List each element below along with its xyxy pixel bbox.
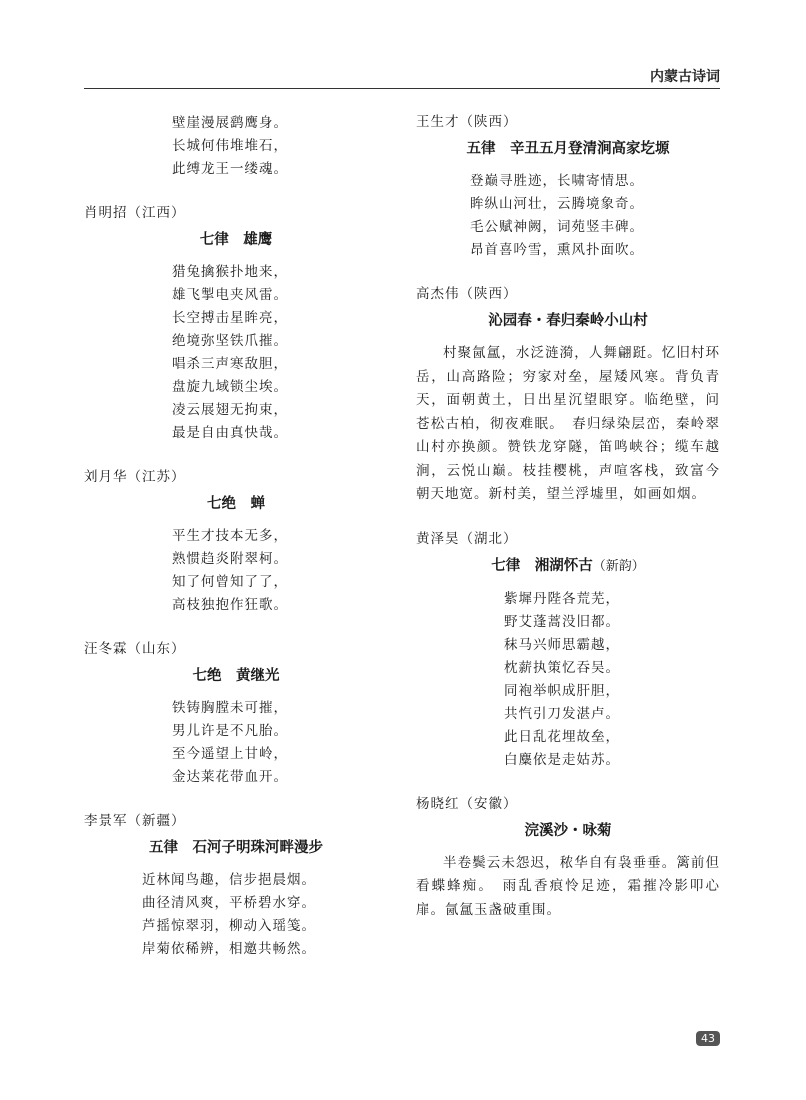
- poem-body: 村聚氤氲，水泛涟漪，人舞翩跹。忆旧村环岳，山高路险；穷家对垒，屋矮风寒。背负青天，面朝黄土，日出星沉望眼穿。临绝壁，问苍松古柏，彻夜难眠。 春归绿染层峦，秦岭翠山村亦换颜。赞铁龙穿隧，笛鸣峡谷；缆车越涧，云悦山巅。枝挂樱桃，声喧客栈，致富今朝天地宽。新村美，望兰浮墟里，如画如烟。: [416, 345, 720, 502]
- poem-author: 刘月华（江苏）: [84, 469, 186, 485]
- poem-lines: [84, 261, 388, 445]
- poem-line: 知了何曾知了了，: [172, 574, 288, 590]
- poem-author: 高杰伟（陕西）: [416, 286, 518, 302]
- poem-line: 壁崖漫展鹞鹰身。: [172, 115, 288, 131]
- poem-line: 曲径清风爽，平桥碧水穿。: [142, 895, 316, 911]
- poem-title: 五律 石河子明珠河畔漫步: [149, 840, 323, 856]
- poem-line: 唱杀三声寒敌胆，: [172, 356, 288, 372]
- poem-lines: [84, 112, 388, 181]
- poem-huanxisha: [416, 794, 720, 923]
- poem-line: 共忾引刀发湛卢。: [504, 705, 620, 722]
- header-rule: [84, 88, 720, 89]
- poem-line: 眸纵山河壮，云腾境象奇。: [470, 196, 644, 212]
- poem-title: 沁园春・春归秦岭小山村: [488, 313, 648, 329]
- poem-line: 男儿许是不凡胎。: [172, 723, 288, 739]
- poem-line: 近林闻鸟趣，信步挹晨烟。: [142, 872, 316, 888]
- poem-line: 昂首喜吟雪，熏风扑面吹。: [470, 242, 644, 258]
- poem-line: 长城何伟堆堆石，: [172, 138, 288, 154]
- poem-author: 黄泽昊（湖北）: [416, 530, 518, 547]
- page-number: 43: [696, 1031, 720, 1046]
- poem-xianghu: [416, 529, 720, 772]
- poem-chan: [84, 467, 388, 617]
- poem-title-wrap: [416, 555, 720, 578]
- poem-line: 秣马兴师思霸越，: [504, 636, 620, 653]
- right-column: [416, 112, 720, 944]
- poem-author: 李景军（新疆）: [84, 813, 186, 829]
- poem-title: 七绝 黄继光: [192, 668, 280, 684]
- poem-line: 最是自由真快哉。: [172, 425, 288, 441]
- poem-lines: [416, 588, 720, 772]
- poem-line: 熟惯趋炎附翠柯。: [172, 551, 288, 567]
- poem-author: 王生才（陕西）: [416, 114, 518, 130]
- poem-lines: [416, 170, 720, 262]
- poem-line: 长空搏击星眸亮，: [172, 310, 288, 326]
- poem-line: 毛公赋神阙，词苑竖丰碑。: [470, 219, 644, 235]
- poem-line: 铁铸胸膛未可摧，: [172, 700, 288, 716]
- poem-line: 白麋依是走姑苏。: [504, 751, 620, 768]
- poem-line: 同袍举帜成肝胆，: [504, 682, 620, 699]
- poem-title: 七律 雄鹰: [199, 232, 273, 248]
- poem-gaojiayuan: [416, 112, 720, 262]
- poem-line: 登巅寻胜迹，长啸寄情思。: [470, 173, 644, 189]
- poem-line: 凌云展翅无拘束，: [172, 402, 288, 418]
- poem-qinyuanchun: [416, 284, 720, 507]
- poem-lines: [84, 697, 388, 789]
- poem-line: 野艾蓬蒿没旧都。: [504, 613, 620, 630]
- poem-title-note: （新韵）: [592, 558, 645, 574]
- poem-huangjiguang: [84, 639, 388, 789]
- poem-xiongying: [84, 203, 388, 445]
- poem-title: 浣溪沙・咏菊: [524, 822, 612, 839]
- poem-title: 七绝 蝉: [207, 496, 265, 512]
- poem-author: 汪冬霖（山东）: [84, 641, 186, 657]
- poem-line: 绝境弥坚铁爪摧。: [172, 333, 288, 349]
- poem-line: 盘旋九域锁尘埃。: [172, 379, 288, 395]
- poem-author: 杨晓红（安徽）: [416, 795, 518, 812]
- poem-author: 肖明招（江西）: [84, 205, 186, 221]
- poem-line: 枕薪执策忆吞吴。: [504, 659, 620, 676]
- poem-line: 金达莱花带血开。: [172, 769, 288, 785]
- poem-line: 高枝独抱作狂歌。: [172, 597, 288, 613]
- left-column: [84, 112, 388, 983]
- poem-title: 五律 辛丑五月登清涧高家圪塬: [466, 141, 670, 157]
- poem-line: 至今遥望上甘岭，: [172, 746, 288, 762]
- poem-fragment: [84, 112, 388, 181]
- poem-lines: [84, 525, 388, 617]
- poem-body: 半卷鬓云未怨迟，秾华自有袅垂垂。篱前但看蝶蜂痴。 雨乱香痕怜足迹，霜摧冷影叩心扉。氤氲玉盏破重围。: [416, 854, 720, 918]
- poem-line: 芦摇惊翠羽，柳动入瑶笺。: [142, 918, 316, 934]
- poem-line: 平生才技本无多，: [172, 528, 288, 544]
- poem-line: 雄飞掣电夹风雷。: [172, 287, 288, 303]
- poem-line: 此缚龙王一缕魂。: [172, 161, 288, 177]
- poem-lines: [84, 869, 388, 961]
- poem-line: 猎兔擒猴扑地来，: [172, 264, 288, 280]
- poem-title: 七律 湘湖怀古: [491, 557, 593, 574]
- poem-shihezi: [84, 811, 388, 961]
- poem-line: 此日乱花埋故垒，: [504, 728, 620, 745]
- poem-line: 岸菊依稀辨，相邀共畅然。: [142, 941, 316, 957]
- poem-line: 紫墀丹陛各荒芜，: [504, 590, 620, 607]
- journal-title: 内蒙古诗词: [650, 69, 720, 85]
